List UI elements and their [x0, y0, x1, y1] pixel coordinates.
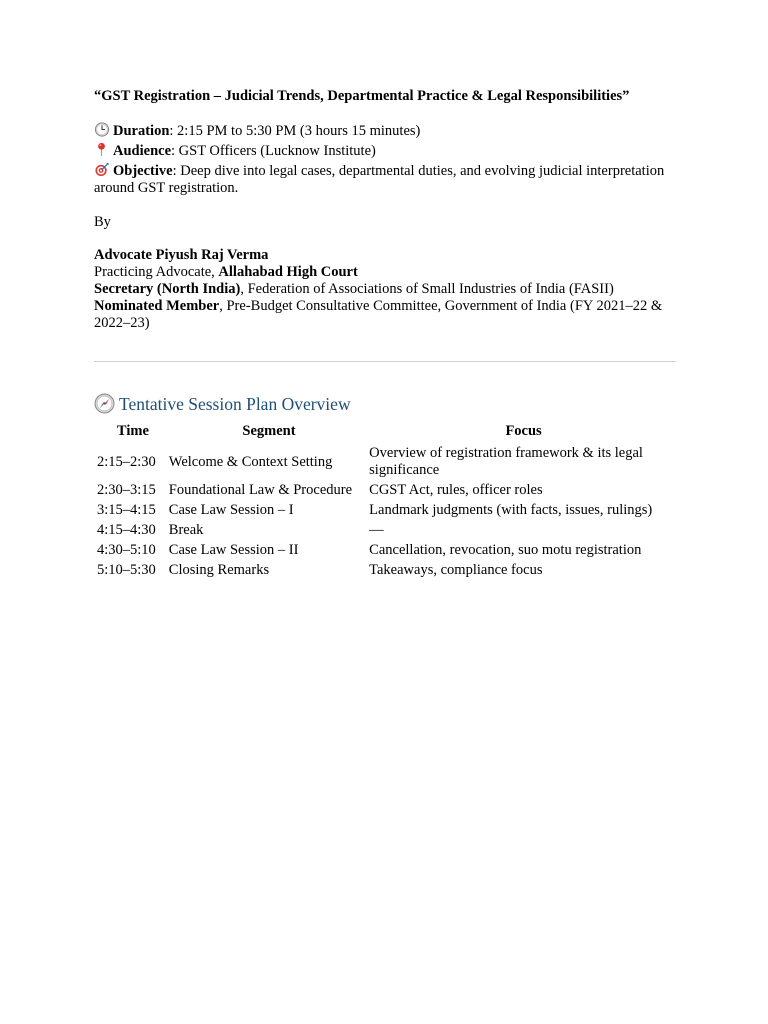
- time-cell: 2:30–3:15: [97, 482, 156, 498]
- table-row: [94, 481, 678, 501]
- author-court: Allahabad High Court: [218, 264, 358, 280]
- author-role: Practicing Advocate,: [94, 264, 219, 280]
- audience-label: Audience: [113, 143, 171, 159]
- objective-label: Objective: [113, 163, 173, 179]
- column-header-focus: Focus: [505, 423, 542, 439]
- focus-cell: CGST Act, rules, officer roles: [369, 482, 543, 498]
- focus-cell: Takeaways, compliance focus: [369, 562, 543, 578]
- time-cell: 4:15–4:30: [97, 522, 156, 538]
- clock-icon: [94, 122, 110, 137]
- author-member: Nominated Member: [94, 298, 220, 314]
- duration-label: Duration: [113, 123, 170, 139]
- author-secretary: Secretary (North India): [94, 281, 241, 297]
- author-line-1: [94, 264, 678, 281]
- author-line-3: [94, 298, 678, 332]
- table-row: [94, 541, 678, 561]
- target-icon: [94, 162, 110, 177]
- time-cell: 4:30–5:10: [97, 542, 156, 558]
- focus-cell: —: [369, 522, 384, 538]
- session-plan-heading: [94, 392, 678, 416]
- segment-cell: Break: [168, 522, 204, 538]
- time-cell: 3:15–4:15: [97, 502, 156, 518]
- session-details: [94, 122, 678, 197]
- author-line-2: [94, 281, 678, 298]
- by-label: By: [94, 214, 111, 230]
- author-name: Advocate Piyush Raj Verma: [94, 247, 269, 263]
- time-cell: 5:10–5:30: [97, 562, 156, 578]
- column-header-time: Time: [116, 423, 149, 439]
- section-divider: [94, 361, 676, 362]
- table-row: [94, 501, 678, 521]
- session-plan-section: [94, 392, 678, 581]
- audience-value: : GST Officers (Lucknow Institute): [171, 143, 376, 159]
- table-row: [94, 521, 678, 541]
- pin-icon: [94, 142, 110, 157]
- table-row: [94, 561, 678, 581]
- audience-line: [94, 142, 678, 160]
- session-plan-title: Tentative Session Plan Overview: [119, 394, 351, 414]
- document-title: “GST Registration – Judicial Trends, Departmental Practice & Legal Responsibilities”: [94, 88, 630, 104]
- author-federation: , Federation of Associations of Small Industries of India (FASII): [240, 281, 614, 297]
- document-body: [94, 88, 678, 332]
- objective-value: : Deep dive into legal cases, departmental duties, and evolving judicial interpretation around GST registration.: [94, 163, 665, 196]
- segment-cell: Case Law Session – II: [168, 542, 299, 558]
- focus-cell: Landmark judgments (with facts, issues, rulings): [369, 502, 653, 518]
- duration-line: [94, 122, 678, 140]
- table-row: [94, 444, 678, 481]
- segment-cell: Welcome & Context Setting: [168, 453, 333, 470]
- author-committee: , Pre-Budget Consultative Committee, Government of India (FY 2021–22 & 2022–23): [94, 298, 663, 331]
- duration-value: : 2:15 PM to 5:30 PM (3 hours 15 minutes): [169, 123, 421, 139]
- time-cell: 2:15–2:30: [97, 453, 156, 470]
- session-plan-table: [94, 423, 678, 581]
- objective-line: [94, 162, 678, 197]
- focus-cell: Overview of registration framework & its legal significance: [369, 445, 643, 478]
- table-header-row: [94, 423, 678, 444]
- column-header-segment: Segment: [242, 423, 296, 439]
- segment-cell: Foundational Law & Procedure: [168, 482, 353, 498]
- focus-cell: Cancellation, revocation, suo motu registration: [369, 542, 642, 558]
- segment-cell: Case Law Session – I: [168, 502, 294, 518]
- compass-icon: [94, 393, 115, 414]
- author-block: [94, 247, 678, 332]
- segment-cell: Closing Remarks: [168, 562, 270, 578]
